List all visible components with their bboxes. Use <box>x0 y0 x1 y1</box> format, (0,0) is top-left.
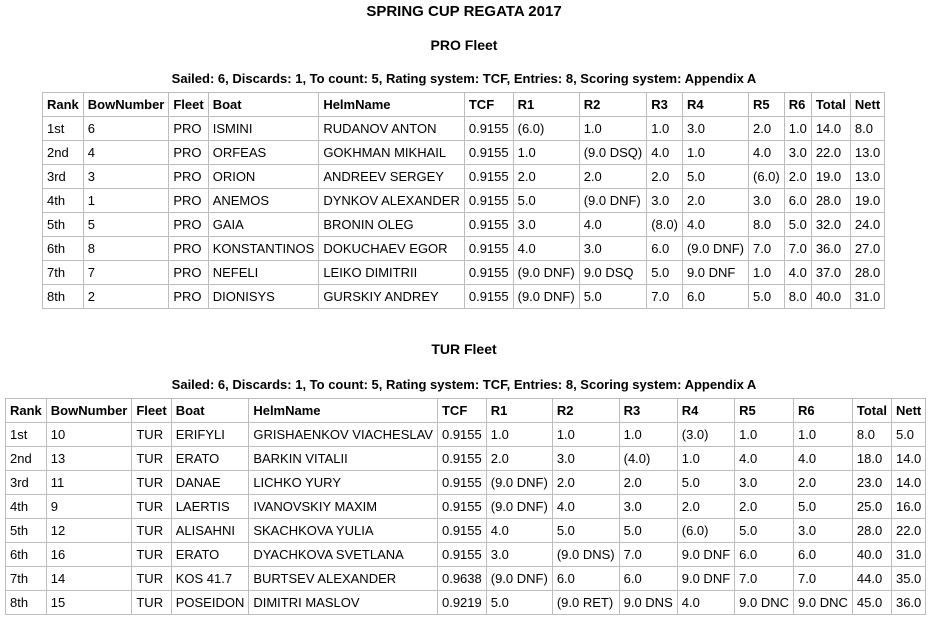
cell-fleet: TUR <box>132 567 171 591</box>
cell-bow-number: 12 <box>46 519 132 543</box>
cell-nett: 19.0 <box>850 189 884 213</box>
cell-r4: 2.0 <box>677 495 734 519</box>
cell-r3: 6.0 <box>647 237 683 261</box>
cell-fleet: PRO <box>169 237 208 261</box>
cell-tcf: 0.9155 <box>437 519 486 543</box>
cell-total: 45.0 <box>852 591 891 615</box>
cell-total: 18.0 <box>852 447 891 471</box>
table-row <box>43 213 885 237</box>
cell-rank: 4th <box>6 495 47 519</box>
cell-rank: 6th <box>43 237 84 261</box>
tur-results-table <box>5 398 926 615</box>
cell-r1: 2.0 <box>513 165 579 189</box>
cell-fleet: PRO <box>169 117 208 141</box>
cell-rank: 1st <box>43 117 84 141</box>
cell-r6: 2.0 <box>794 471 853 495</box>
cell-r3: 1.0 <box>647 117 683 141</box>
tur-fleet-summary: Sailed: 6, Discards: 1, To count: 5, Rating system: TCF, Entries: 8, Scoring system: Appendix A <box>171 377 757 392</box>
cell-r1: 1.0 <box>513 141 579 165</box>
pro-fleet-title: PRO Fleet <box>430 37 498 53</box>
column-header-tcf: TCF <box>437 399 486 423</box>
cell-r2: 9.0 DSQ <box>579 261 647 285</box>
cell-r6: 7.0 <box>784 237 811 261</box>
cell-total: 14.0 <box>811 117 850 141</box>
cell-r5: 7.0 <box>749 237 785 261</box>
cell-r4: 9.0 DNF <box>682 261 748 285</box>
cell-nett: 27.0 <box>850 237 884 261</box>
cell-r3: (8.0) <box>647 213 683 237</box>
cell-fleet: PRO <box>169 189 208 213</box>
cell-r6: 4.0 <box>794 447 853 471</box>
cell-helm-name: DYACHKOVA SVETLANA <box>249 543 438 567</box>
column-header-r6: R6 <box>794 399 853 423</box>
cell-boat: ORFEAS <box>208 141 319 165</box>
cell-rank: 4th <box>43 189 84 213</box>
cell-total: 40.0 <box>852 543 891 567</box>
cell-rank: 8th <box>6 591 47 615</box>
cell-r1: 4.0 <box>486 519 552 543</box>
table-header-row <box>43 93 885 117</box>
cell-helm-name: GRISHAENKOV VIACHESLAV <box>249 423 438 447</box>
table-row <box>43 141 885 165</box>
table-row <box>43 237 885 261</box>
cell-r3: (4.0) <box>619 447 677 471</box>
cell-r5: 9.0 DNC <box>735 591 794 615</box>
cell-r1: (9.0 DNF) <box>513 285 579 309</box>
cell-boat: NEFELI <box>208 261 319 285</box>
cell-r4: 3.0 <box>682 117 748 141</box>
cell-bow-number: 15 <box>46 591 132 615</box>
cell-r6: 6.0 <box>794 543 853 567</box>
cell-r4: 5.0 <box>677 471 734 495</box>
cell-tcf: 0.9219 <box>437 591 486 615</box>
column-header-r3: R3 <box>619 399 677 423</box>
cell-total: 19.0 <box>811 165 850 189</box>
tur-fleet-title: TUR Fleet <box>431 341 497 357</box>
table-row <box>6 519 926 543</box>
pro-fleet-summary: Sailed: 6, Discards: 1, To count: 5, Rating system: TCF, Entries: 8, Scoring system: Appendix A <box>171 71 757 86</box>
column-header-r6: R6 <box>784 93 811 117</box>
cell-boat: ERATO <box>171 447 249 471</box>
cell-r4: 5.0 <box>682 165 748 189</box>
table-row <box>6 591 926 615</box>
column-header-boat: Boat <box>171 399 249 423</box>
table-row <box>43 165 885 189</box>
cell-r1: 5.0 <box>486 591 552 615</box>
cell-r4: (3.0) <box>677 423 734 447</box>
cell-boat: ANEMOS <box>208 189 319 213</box>
column-header-r1: R1 <box>486 399 552 423</box>
cell-total: 44.0 <box>852 567 891 591</box>
cell-r6: 4.0 <box>784 261 811 285</box>
column-header-fleet: Fleet <box>169 93 208 117</box>
cell-total: 28.0 <box>811 189 850 213</box>
cell-total: 40.0 <box>811 285 850 309</box>
cell-tcf: 0.9638 <box>437 567 486 591</box>
cell-boat: POSEIDON <box>171 591 249 615</box>
cell-r6: 5.0 <box>794 495 853 519</box>
column-header-r1: R1 <box>513 93 579 117</box>
cell-nett: 14.0 <box>891 447 925 471</box>
cell-helm-name: SKACHKOVA YULIA <box>249 519 438 543</box>
cell-r6: 7.0 <box>794 567 853 591</box>
cell-boat: ERIFYLI <box>171 423 249 447</box>
table-row <box>6 423 926 447</box>
column-header-helm-name: HelmName <box>319 93 465 117</box>
cell-total: 36.0 <box>811 237 850 261</box>
cell-boat: DIONISYS <box>208 285 319 309</box>
cell-bow-number: 7 <box>83 261 169 285</box>
cell-tcf: 0.9155 <box>464 117 513 141</box>
cell-r5: 4.0 <box>735 447 794 471</box>
cell-r4: (6.0) <box>677 519 734 543</box>
cell-total: 37.0 <box>811 261 850 285</box>
cell-r2: 3.0 <box>552 447 619 471</box>
cell-tcf: 0.9155 <box>464 189 513 213</box>
cell-helm-name: DOKUCHAEV EGOR <box>319 237 465 261</box>
cell-r1: 3.0 <box>486 543 552 567</box>
cell-r1: 4.0 <box>513 237 579 261</box>
cell-nett: 22.0 <box>891 519 925 543</box>
cell-r6: 9.0 DNC <box>794 591 853 615</box>
cell-r5: 7.0 <box>735 567 794 591</box>
column-header-rank: Rank <box>6 399 47 423</box>
column-header-fleet: Fleet <box>132 399 171 423</box>
cell-bow-number: 1 <box>83 189 169 213</box>
cell-bow-number: 6 <box>83 117 169 141</box>
cell-boat: KONSTANTINOS <box>208 237 319 261</box>
cell-fleet: PRO <box>169 141 208 165</box>
cell-r5: 6.0 <box>735 543 794 567</box>
cell-rank: 3rd <box>6 471 47 495</box>
cell-total: 28.0 <box>852 519 891 543</box>
cell-fleet: TUR <box>132 423 171 447</box>
table-row <box>6 447 926 471</box>
cell-fleet: TUR <box>132 447 171 471</box>
cell-r4: 9.0 DNF <box>677 567 734 591</box>
cell-tcf: 0.9155 <box>464 237 513 261</box>
cell-helm-name: DIMITRI MASLOV <box>249 591 438 615</box>
cell-boat: ISMINI <box>208 117 319 141</box>
column-header-r5: R5 <box>735 399 794 423</box>
cell-r2: (9.0 DNS) <box>552 543 619 567</box>
cell-bow-number: 5 <box>83 213 169 237</box>
cell-helm-name: ANDREEV SERGEY <box>319 165 465 189</box>
column-header-boat: Boat <box>208 93 319 117</box>
cell-r3: 2.0 <box>619 471 677 495</box>
cell-tcf: 0.9155 <box>464 165 513 189</box>
cell-boat: LAERTIS <box>171 495 249 519</box>
cell-bow-number: 14 <box>46 567 132 591</box>
cell-r2: 1.0 <box>552 423 619 447</box>
cell-bow-number: 13 <box>46 447 132 471</box>
cell-r3: 5.0 <box>619 519 677 543</box>
cell-total: 22.0 <box>811 141 850 165</box>
cell-tcf: 0.9155 <box>437 471 486 495</box>
cell-r3: 7.0 <box>647 285 683 309</box>
cell-bow-number: 8 <box>83 237 169 261</box>
column-header-nett: Nett <box>850 93 884 117</box>
cell-nett: 31.0 <box>850 285 884 309</box>
table-row <box>6 471 926 495</box>
cell-fleet: TUR <box>132 495 171 519</box>
cell-nett: 35.0 <box>891 567 925 591</box>
cell-rank: 2nd <box>43 141 84 165</box>
cell-r5: 1.0 <box>735 423 794 447</box>
cell-rank: 5th <box>43 213 84 237</box>
column-header-bow-number: BowNumber <box>83 93 169 117</box>
cell-r3: 4.0 <box>647 141 683 165</box>
cell-r3: 3.0 <box>619 495 677 519</box>
table-header-row <box>6 399 926 423</box>
cell-total: 8.0 <box>852 423 891 447</box>
cell-fleet: TUR <box>132 519 171 543</box>
cell-r5: 4.0 <box>749 141 785 165</box>
cell-bow-number: 3 <box>83 165 169 189</box>
cell-tcf: 0.9155 <box>464 213 513 237</box>
cell-r5: 3.0 <box>735 471 794 495</box>
cell-r6: 8.0 <box>784 285 811 309</box>
cell-rank: 7th <box>43 261 84 285</box>
cell-r4: 1.0 <box>677 447 734 471</box>
cell-rank: 8th <box>43 285 84 309</box>
cell-r2: (9.0 DSQ) <box>579 141 647 165</box>
cell-helm-name: BRONIN OLEG <box>319 213 465 237</box>
cell-r4: 9.0 DNF <box>677 543 734 567</box>
column-header-total: Total <box>852 399 891 423</box>
cell-bow-number: 9 <box>46 495 132 519</box>
cell-rank: 6th <box>6 543 47 567</box>
column-header-r2: R2 <box>579 93 647 117</box>
cell-fleet: TUR <box>132 543 171 567</box>
cell-r6: 5.0 <box>784 213 811 237</box>
cell-r4: 4.0 <box>682 213 748 237</box>
cell-nett: 8.0 <box>850 117 884 141</box>
cell-bow-number: 2 <box>83 285 169 309</box>
cell-boat: GAIA <box>208 213 319 237</box>
cell-r1: (9.0 DNF) <box>486 567 552 591</box>
cell-boat: ERATO <box>171 543 249 567</box>
cell-boat: ORION <box>208 165 319 189</box>
table-row <box>43 285 885 309</box>
cell-r5: 3.0 <box>749 189 785 213</box>
cell-fleet: PRO <box>169 213 208 237</box>
column-header-r2: R2 <box>552 399 619 423</box>
column-header-rank: Rank <box>43 93 84 117</box>
cell-r3: 6.0 <box>619 567 677 591</box>
cell-nett: 13.0 <box>850 165 884 189</box>
cell-bow-number: 4 <box>83 141 169 165</box>
cell-total: 23.0 <box>852 471 891 495</box>
column-header-bow-number: BowNumber <box>46 399 132 423</box>
column-header-nett: Nett <box>891 399 925 423</box>
column-header-r4: R4 <box>677 399 734 423</box>
cell-r5: 5.0 <box>749 285 785 309</box>
cell-r4: 6.0 <box>682 285 748 309</box>
column-header-total: Total <box>811 93 850 117</box>
cell-helm-name: GURSKIY ANDREY <box>319 285 465 309</box>
cell-r6: 3.0 <box>794 519 853 543</box>
cell-total: 32.0 <box>811 213 850 237</box>
cell-r3: 5.0 <box>647 261 683 285</box>
cell-tcf: 0.9155 <box>464 141 513 165</box>
column-header-tcf: TCF <box>464 93 513 117</box>
cell-tcf: 0.9155 <box>437 495 486 519</box>
cell-r3: 7.0 <box>619 543 677 567</box>
cell-r5: (6.0) <box>749 165 785 189</box>
cell-tcf: 0.9155 <box>464 285 513 309</box>
cell-helm-name: DYNKOV ALEXANDER <box>319 189 465 213</box>
page-title: SPRING CUP REGATA 2017 <box>366 3 562 20</box>
cell-nett: 5.0 <box>891 423 925 447</box>
cell-r2: 4.0 <box>552 495 619 519</box>
table-row <box>6 567 926 591</box>
cell-r3: 9.0 DNS <box>619 591 677 615</box>
cell-tcf: 0.9155 <box>437 423 486 447</box>
cell-fleet: TUR <box>132 591 171 615</box>
cell-nett: 24.0 <box>850 213 884 237</box>
cell-rank: 2nd <box>6 447 47 471</box>
cell-fleet: TUR <box>132 471 171 495</box>
cell-r2: 5.0 <box>579 285 647 309</box>
cell-r6: 1.0 <box>784 117 811 141</box>
cell-r4: 4.0 <box>677 591 734 615</box>
cell-bow-number: 16 <box>46 543 132 567</box>
cell-helm-name: LICHKO YURY <box>249 471 438 495</box>
cell-fleet: PRO <box>169 261 208 285</box>
cell-helm-name: BURTSEV ALEXANDER <box>249 567 438 591</box>
cell-r6: 6.0 <box>784 189 811 213</box>
cell-r3: 3.0 <box>647 189 683 213</box>
cell-total: 25.0 <box>852 495 891 519</box>
cell-boat: ALISAHNI <box>171 519 249 543</box>
cell-r1: (9.0 DNF) <box>486 495 552 519</box>
cell-nett: 16.0 <box>891 495 925 519</box>
cell-rank: 1st <box>6 423 47 447</box>
table-row <box>43 117 885 141</box>
cell-r1: 5.0 <box>513 189 579 213</box>
pro-results-table <box>42 92 885 309</box>
cell-r5: 2.0 <box>749 117 785 141</box>
table-row <box>6 543 926 567</box>
cell-r4: 2.0 <box>682 189 748 213</box>
cell-fleet: PRO <box>169 165 208 189</box>
cell-nett: 13.0 <box>850 141 884 165</box>
cell-r5: 5.0 <box>735 519 794 543</box>
cell-r3: 1.0 <box>619 423 677 447</box>
cell-rank: 5th <box>6 519 47 543</box>
cell-r1: (9.0 DNF) <box>486 471 552 495</box>
cell-r2: (9.0 RET) <box>552 591 619 615</box>
cell-boat: KOS 41.7 <box>171 567 249 591</box>
cell-r5: 2.0 <box>735 495 794 519</box>
cell-r4: 1.0 <box>682 141 748 165</box>
cell-helm-name: RUDANOV ANTON <box>319 117 465 141</box>
cell-helm-name: GOKHMAN MIKHAIL <box>319 141 465 165</box>
cell-helm-name: IVANOVSKIY MAXIM <box>249 495 438 519</box>
cell-r2: 2.0 <box>579 165 647 189</box>
cell-r2: 2.0 <box>552 471 619 495</box>
column-header-r5: R5 <box>749 93 785 117</box>
cell-r1: 2.0 <box>486 447 552 471</box>
cell-bow-number: 11 <box>46 471 132 495</box>
cell-tcf: 0.9155 <box>437 543 486 567</box>
cell-helm-name: LEIKO DIMITRII <box>319 261 465 285</box>
cell-bow-number: 10 <box>46 423 132 447</box>
cell-nett: 36.0 <box>891 591 925 615</box>
cell-fleet: PRO <box>169 285 208 309</box>
cell-r4: (9.0 DNF) <box>682 237 748 261</box>
cell-r1: (6.0) <box>513 117 579 141</box>
cell-r1: 3.0 <box>513 213 579 237</box>
cell-r6: 3.0 <box>784 141 811 165</box>
table-row <box>6 495 926 519</box>
table-row <box>43 261 885 285</box>
cell-r1: (9.0 DNF) <box>513 261 579 285</box>
cell-tcf: 0.9155 <box>464 261 513 285</box>
column-header-r4: R4 <box>682 93 748 117</box>
cell-r2: 4.0 <box>579 213 647 237</box>
cell-r3: 2.0 <box>647 165 683 189</box>
cell-r5: 1.0 <box>749 261 785 285</box>
cell-r2: 6.0 <box>552 567 619 591</box>
table-row <box>43 189 885 213</box>
cell-r6: 1.0 <box>794 423 853 447</box>
cell-tcf: 0.9155 <box>437 447 486 471</box>
cell-rank: 7th <box>6 567 47 591</box>
cell-r2: 1.0 <box>579 117 647 141</box>
cell-r2: 3.0 <box>579 237 647 261</box>
cell-r5: 8.0 <box>749 213 785 237</box>
column-header-r3: R3 <box>647 93 683 117</box>
cell-helm-name: BARKIN VITALII <box>249 447 438 471</box>
cell-r2: 5.0 <box>552 519 619 543</box>
column-header-helm-name: HelmName <box>249 399 438 423</box>
cell-rank: 3rd <box>43 165 84 189</box>
cell-r1: 1.0 <box>486 423 552 447</box>
cell-boat: DANAE <box>171 471 249 495</box>
cell-r2: (9.0 DNF) <box>579 189 647 213</box>
cell-nett: 31.0 <box>891 543 925 567</box>
cell-nett: 28.0 <box>850 261 884 285</box>
cell-nett: 14.0 <box>891 471 925 495</box>
cell-r6: 2.0 <box>784 165 811 189</box>
